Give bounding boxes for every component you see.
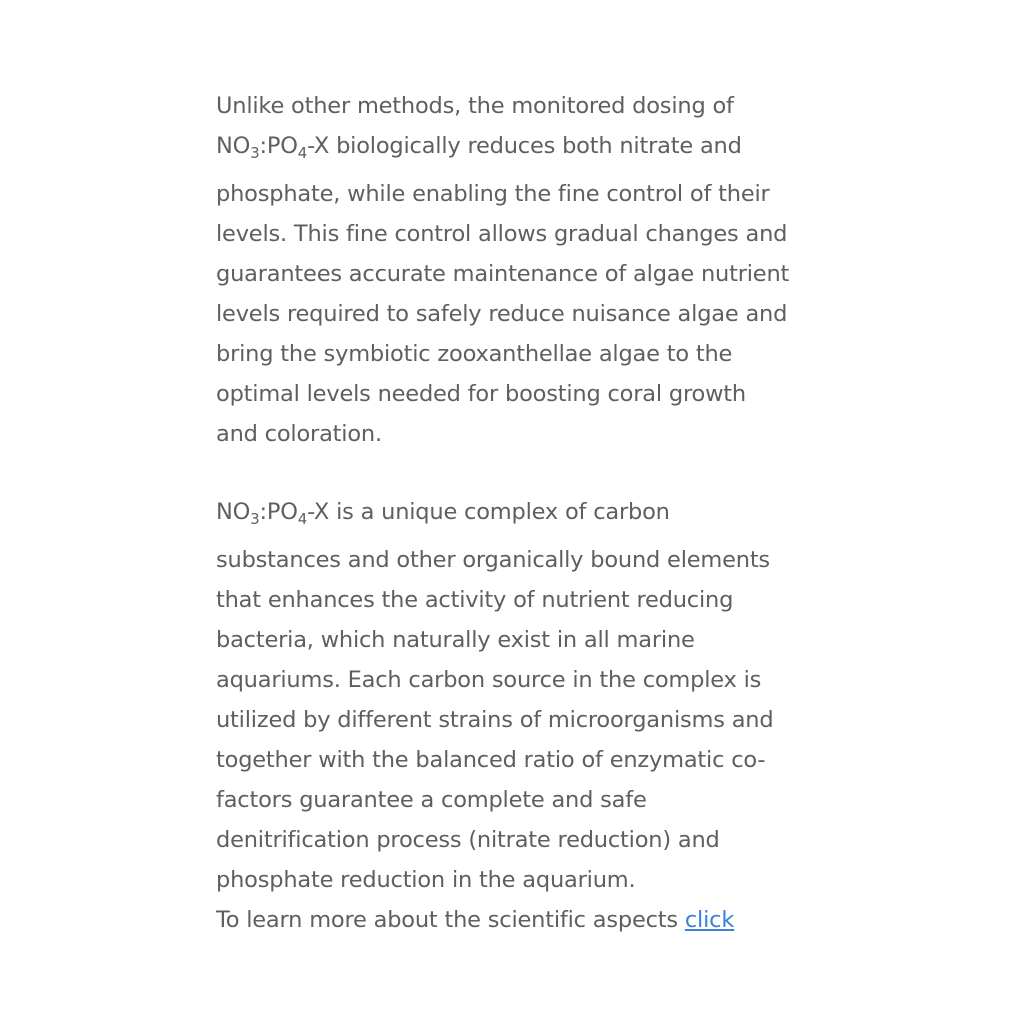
text-line: aquariums. Each carbon source in the complex is [216, 667, 762, 693]
text-line: guarantees accurate maintenance of algae nutrient [216, 261, 790, 287]
formula-subscript: 4 [297, 144, 308, 162]
text-line: bacteria, which naturally exist in all marine [216, 627, 695, 653]
text-line: levels. This fine control allows gradual changes and [216, 221, 788, 247]
formula-line [216, 126, 836, 174]
paragraph-1 [216, 86, 836, 454]
formula-line [216, 492, 836, 540]
text-line: optimal levels needed for boosting coral growth [216, 381, 746, 407]
learn-more-text: To learn more about the scientific aspects [216, 907, 685, 933]
paragraph-2 [216, 492, 836, 940]
text-line: utilized by different strains of microorganisms and [216, 707, 774, 733]
formula-text: NO [216, 499, 251, 525]
formula-subscript: 3 [250, 510, 260, 528]
formula-text: :PO [259, 499, 298, 525]
formula-text: :PO [259, 133, 298, 159]
text-line: levels required to safely reduce nuisance algae and [216, 301, 788, 327]
scientific-aspects-link[interactable]: click [684, 907, 735, 933]
formula-subscript: 4 [297, 510, 308, 528]
text-line: phosphate, while enabling the fine control of their [216, 181, 770, 207]
text-line: together with the balanced ratio of enzymatic co- [216, 747, 766, 773]
text-line-rest: -X biologically reduces both nitrate and [307, 133, 742, 159]
text-line: that enhances the activity of nutrient reducing [216, 587, 734, 613]
text-line: substances and other organically bound elements [216, 547, 770, 573]
text-line-rest: -X is a unique complex of carbon [307, 499, 670, 525]
formula-subscript: 3 [250, 144, 260, 162]
text-line: phosphate reduction in the aquarium. [216, 867, 636, 893]
text-line: factors guarantee a complete and safe [216, 787, 647, 813]
text-line: bring the symbiotic zooxanthellae algae to the [216, 341, 733, 367]
article-content [216, 86, 836, 940]
formula-text: NO [216, 133, 251, 159]
text-line: and coloration. [216, 421, 382, 447]
learn-more-line [216, 900, 836, 940]
text-line: Unlike other methods, the monitored dosing of [216, 93, 734, 119]
text-line: denitrification process (nitrate reduction) and [216, 827, 720, 853]
